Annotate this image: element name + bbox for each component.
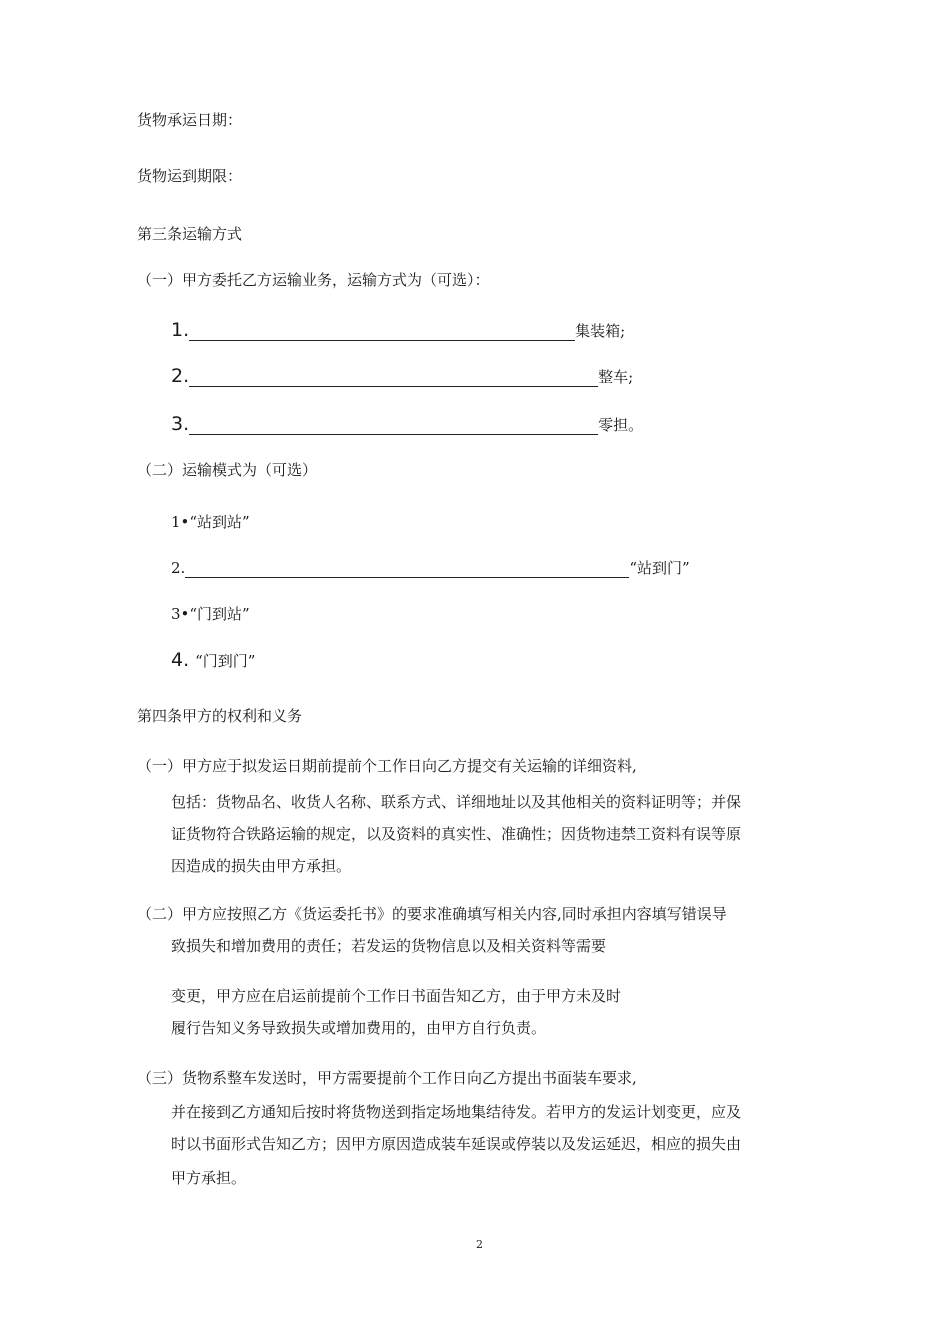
fill-in-blank [189, 322, 575, 341]
article-4-title: 第四条甲方的权利和义务 [137, 707, 303, 725]
transport-option-container [171, 320, 625, 341]
article-4-clause-3-line-1: （三）货物系整车发送时，甲方需要提前个工作日向乙方提出书面装车要求, [137, 1069, 637, 1087]
option-number: 4. [171, 649, 190, 671]
article-4-clause-2-line-3: 变更，甲方应在启运前提前个工作日书面告知乙方，由于甲方未及时 [171, 987, 622, 1005]
option-label: “站到门” [629, 559, 690, 577]
mode-door-to-station: 3•“门到站” [171, 605, 250, 623]
option-label: 整车; [598, 368, 634, 386]
article-4-clause-1-line-1: （一）甲方应于拟发运日期前提前个工作日向乙方提交有关运输的详细资料, [137, 757, 637, 775]
fill-in-blank [185, 559, 629, 578]
mode-door-to-door [171, 650, 255, 671]
article-3-title: 第三条运输方式 [137, 225, 243, 243]
article-3-clause-2: （二）运输模式为（可选） [137, 461, 318, 479]
article-4-clause-3-line-2: 并在接到乙方通知后按时将货物送到指定场地集结待发。若甲方的发运计划变更，应及 [171, 1103, 742, 1121]
fill-in-blank [189, 368, 598, 387]
article-4-clause-3-line-3: 时以书面形式告知乙方；因甲方原因造成装车延误或停装以及发运延迟，相应的损失由 [171, 1135, 742, 1153]
arrival-deadline-line: 货物运到期限： [137, 167, 243, 185]
mode-station-to-station: 1•“站到站” [171, 513, 250, 531]
article-4-clause-1-line-2: 包括：货物品名、收货人名称、联系方式、详细地址以及其他相关的资料证明等；并保 [171, 793, 742, 811]
article-4-clause-3-line-4: 甲方承担。 [171, 1169, 247, 1187]
mode-station-to-door [171, 558, 690, 578]
option-number: 1. [171, 319, 190, 341]
option-label: 集装箱; [575, 322, 626, 340]
option-number: 3. [171, 413, 190, 435]
article-4-clause-2-line-4: 履行告知义务导致损失或增加费用的，由甲方自行负责。 [171, 1019, 547, 1037]
option-label: “门到门” [195, 652, 256, 670]
transport-option-full-truck [171, 366, 633, 387]
option-number: 2. [171, 365, 190, 387]
fill-in-blank [189, 416, 598, 435]
article-4-clause-2-line-1: （二）甲方应按照乙方《货运委托书》的要求准确填写相关内容,同时承担内容填写错误导 [137, 905, 727, 923]
option-number: 2. [171, 559, 186, 577]
page-number: 2 [476, 1238, 483, 1251]
article-3-clause-1: （一）甲方委托乙方运输业务，运输方式为（可选）： [137, 271, 490, 289]
article-4-clause-2-line-2: 致损失和增加费用的责任；若发运的货物信息以及相关资料等需要 [171, 937, 607, 955]
article-4-clause-1-line-4: 因造成的损失由甲方承担。 [171, 857, 352, 875]
ship-date-line: 货物承运日期： [137, 111, 243, 129]
option-label: 零担。 [598, 416, 644, 434]
article-4-clause-1-line-3: 证货物符合铁路运输的规定，以及资料的真实性、准确性；因货物违禁工资料有误等原 [171, 825, 742, 843]
transport-option-less-than-load [171, 414, 643, 435]
